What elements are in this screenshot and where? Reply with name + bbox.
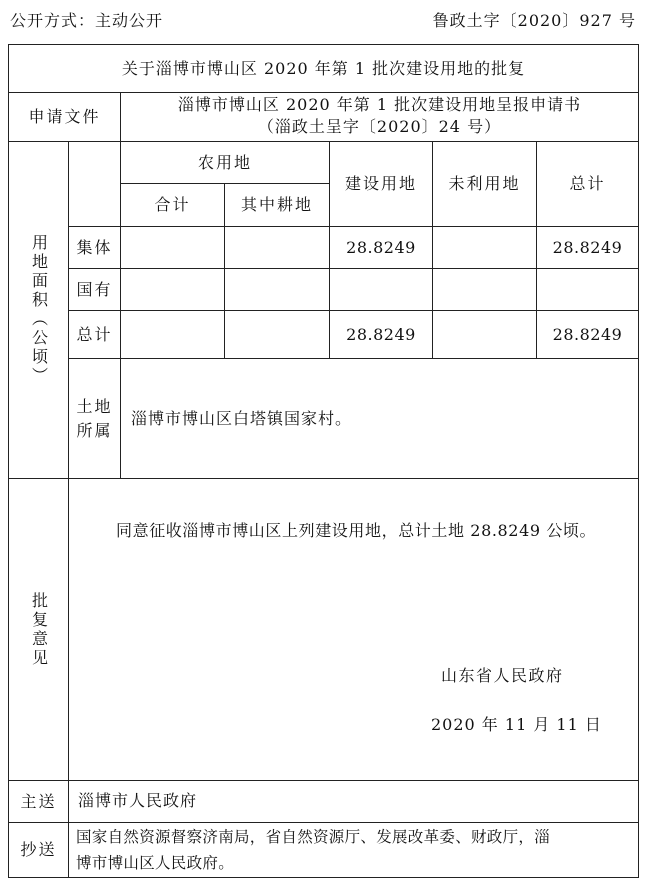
col-farmland-total: 合计: [154, 195, 191, 214]
col-unused-land: 未利用地: [448, 174, 521, 193]
send-to-value: 淄博市人民政府: [78, 791, 198, 810]
application-label: 申请文件: [28, 107, 101, 126]
col-grand-total: 总计: [569, 174, 606, 193]
approval-date: 2020 年 11 月 11 日: [431, 715, 602, 734]
row-label-state-owned: 国有: [76, 279, 113, 299]
col-farmland: 农用地: [197, 152, 252, 172]
approval-signer: 山东省人民政府: [441, 666, 564, 685]
document-title: 关于淄博市博山区 2020 年第 1 批次建设用地的批复: [121, 58, 526, 78]
land-ownership-label: 土地 所属: [76, 397, 113, 440]
row-label-total: 总计: [76, 324, 113, 344]
collective-construction-value: 28.8249: [346, 237, 416, 257]
col-construction-land: 建设用地: [344, 174, 417, 193]
state-total-value: [537, 269, 638, 310]
application-line-1: 淄博市博山区 2020 年第 1 批次建设用地呈报申请书: [177, 95, 582, 114]
total-total-value: 28.8249: [552, 324, 623, 344]
copy-to-value: 国家自然资源督察济南局，省自然资源厅、发展改革委、财政厅，淄 博市博山区人民政府。: [76, 828, 551, 872]
application-line-2: （淄政土呈字〔2020〕24 号）: [257, 117, 502, 136]
row-label-collective: 集体: [76, 237, 113, 257]
approval-label: 批复意见: [29, 591, 49, 668]
approval-text: 同意征收淄博市博山区上列建设用地，总计土地 28.8249 公顷。: [116, 521, 597, 540]
application-file: [121, 94, 638, 138]
document-number: 鲁政土字〔2020〕927 号: [432, 11, 636, 30]
copy-to-label: 抄送: [20, 840, 57, 859]
collective-total-value: 28.8249: [552, 237, 623, 257]
send-to-label: 主送: [20, 791, 57, 811]
land-ownership-value: 淄博市博山区白塔镇国家村。: [131, 409, 353, 428]
disclosure-method: 公开方式：主动公开: [10, 11, 164, 30]
total-construction-value: 28.8249: [346, 324, 416, 344]
state-construction-value: [330, 269, 432, 310]
col-arable-land: 其中耕地: [240, 195, 313, 214]
land-area-label: 用地面积（公顷）: [29, 234, 49, 386]
